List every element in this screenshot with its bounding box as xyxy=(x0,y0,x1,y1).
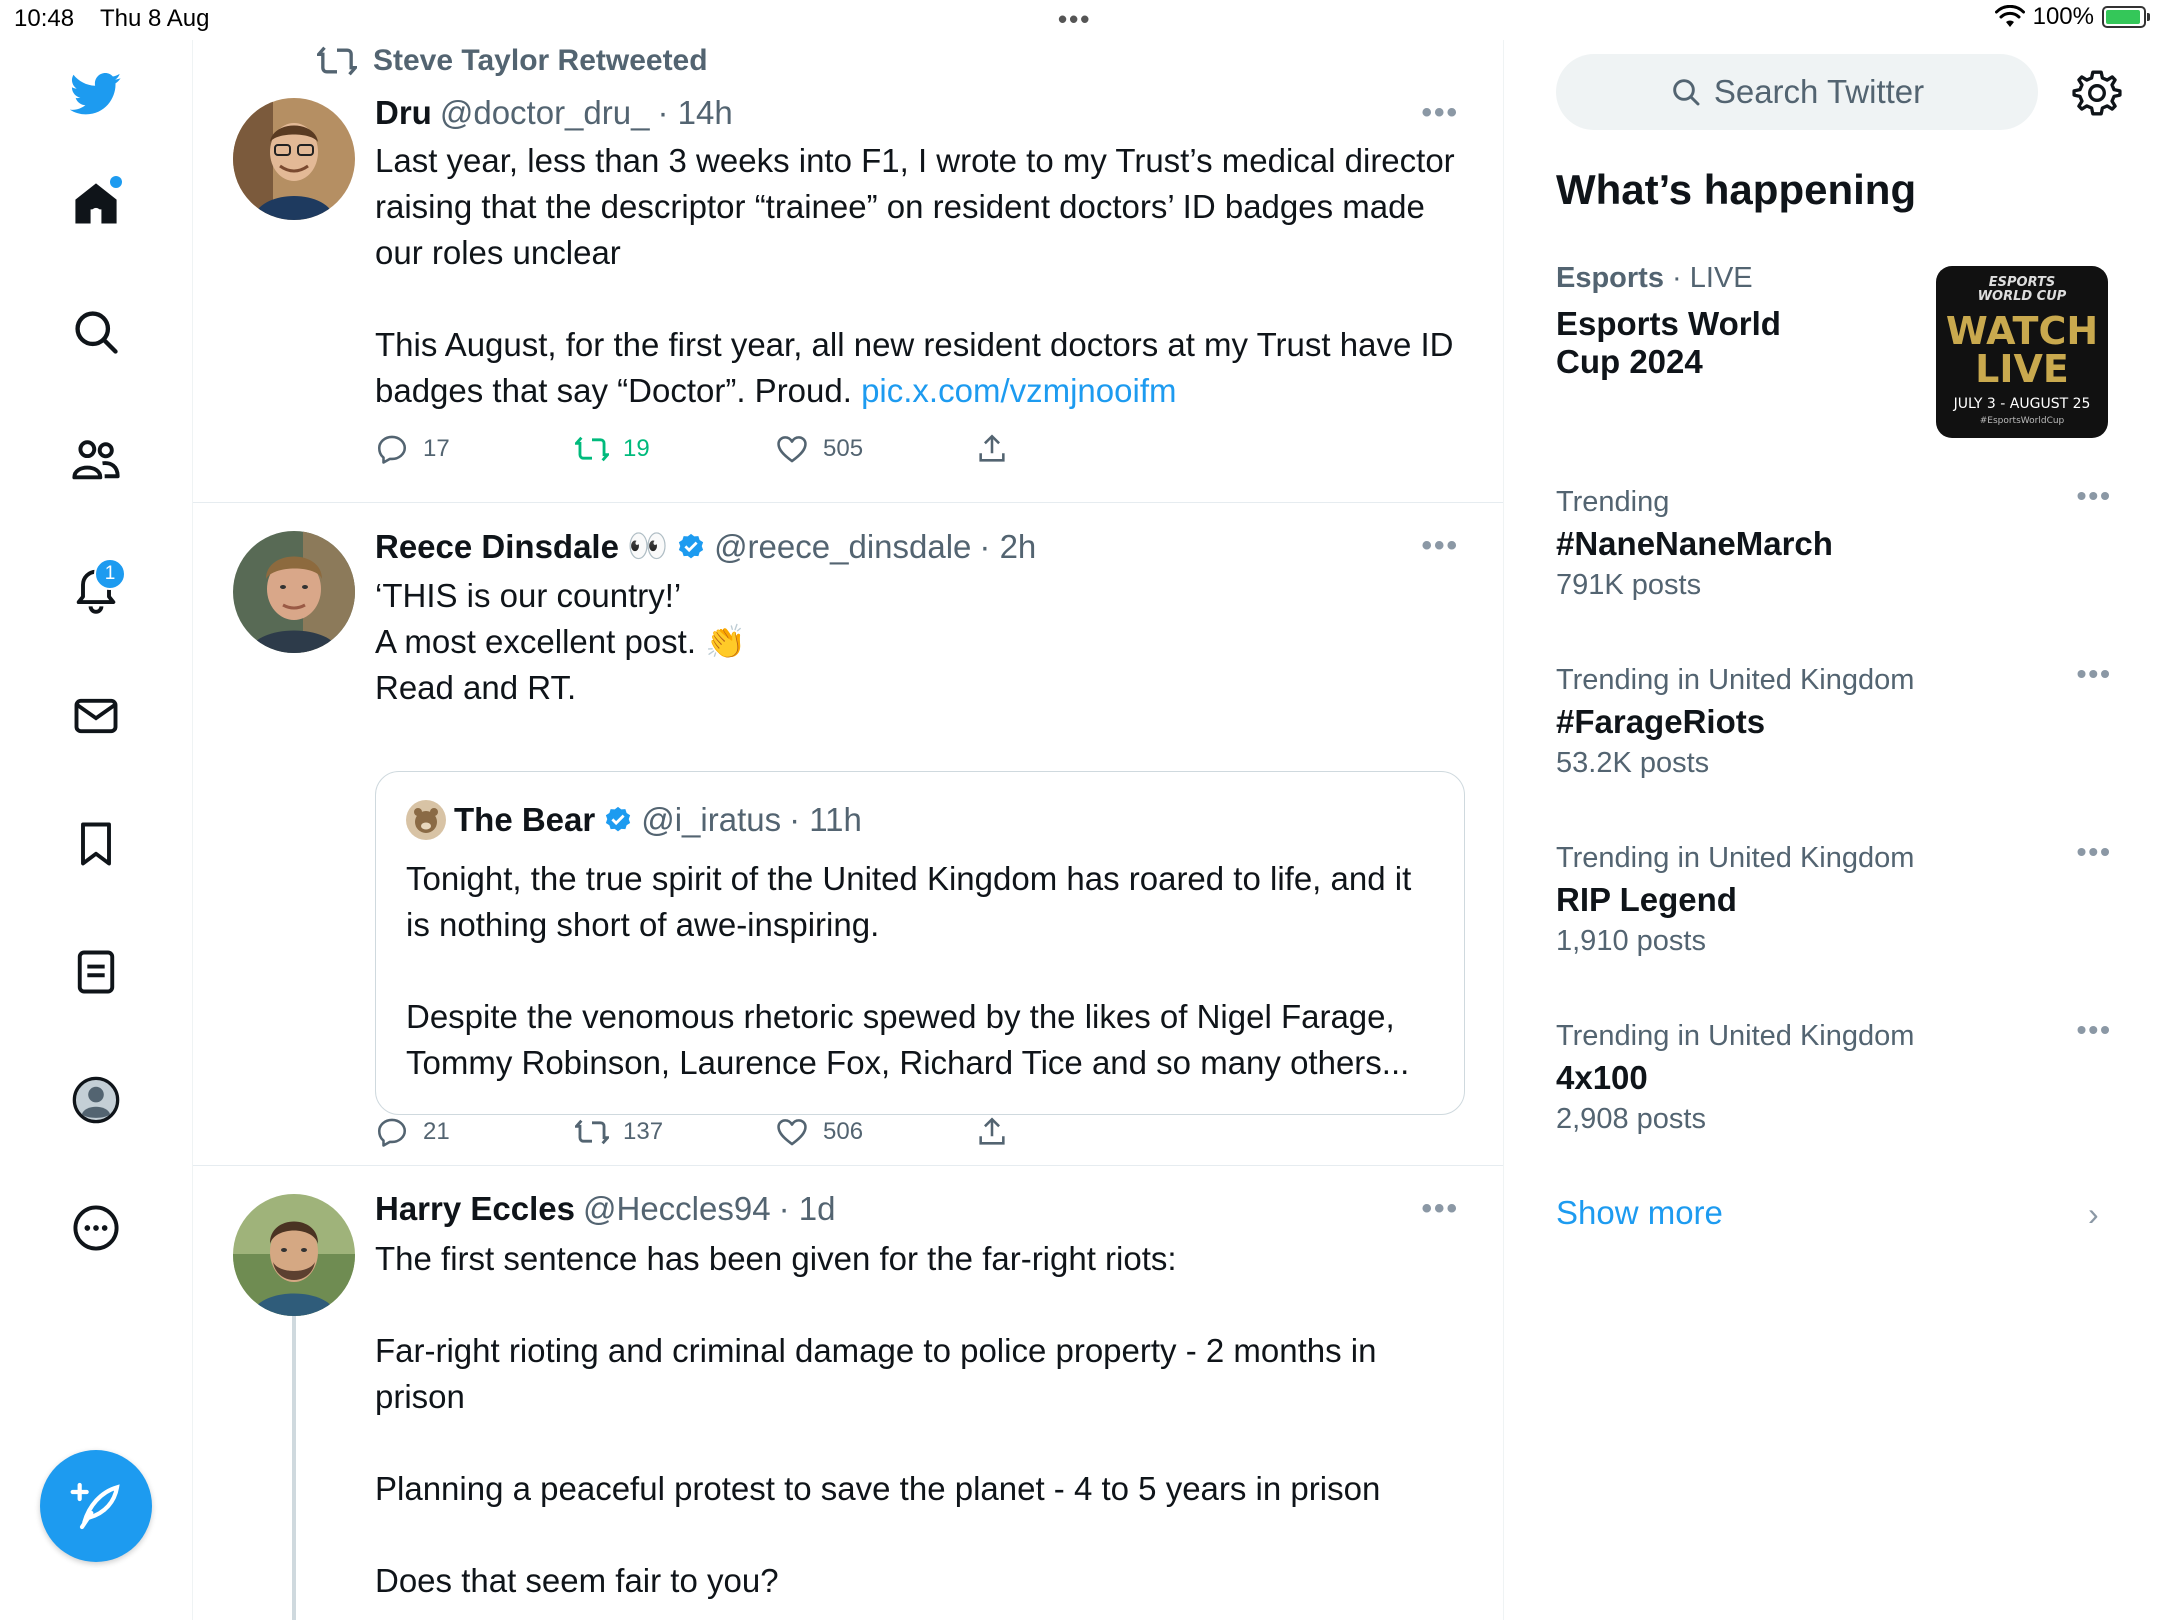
feather-plus-icon xyxy=(68,1478,124,1534)
retweet-icon xyxy=(575,432,609,466)
gear-icon[interactable] xyxy=(2072,68,2122,118)
retweet-icon xyxy=(317,44,357,78)
quote-paragraph: Tonight, the true spirit of the United Kingdom has roared to life, and it is nothing short of awe-inspiring. xyxy=(406,860,1412,943)
reply-button[interactable] xyxy=(375,1115,450,1149)
trend-item[interactable] xyxy=(1556,1014,2112,1136)
battery-icon xyxy=(2102,6,2146,28)
quote-paragraph: Despite the venomous rhetoric spewed by the likes of Nigel Farage, Tommy Robinson, Laurence Fox, Richard Tice and so many others... xyxy=(406,998,1410,1081)
retweet-button[interactable] xyxy=(575,432,650,466)
author-name[interactable]: Harry Eccles xyxy=(375,1190,575,1227)
tweet-time[interactable]: · 14h xyxy=(657,94,733,131)
verified-badge-icon xyxy=(603,805,633,835)
left-navigation xyxy=(0,40,193,1620)
quote-author-name: The Bear xyxy=(454,801,596,838)
author-handle[interactable]: @Heccles94 xyxy=(582,1190,771,1227)
author-name[interactable]: Dru xyxy=(375,94,432,131)
battery-percent: 100% xyxy=(2032,3,2094,30)
author-emoji: 👀 xyxy=(626,527,669,564)
tweet-line: Read and RT. xyxy=(375,669,577,706)
like-button[interactable] xyxy=(775,432,863,466)
tweet-paragraph: The first sentence has been given for the far-right riots: xyxy=(375,1240,1177,1277)
retweet-context xyxy=(317,44,708,78)
tweet-more-icon[interactable]: ••• xyxy=(1421,96,1459,129)
trend-topic: Esports World xyxy=(1556,305,1781,342)
trend-topic: RIP Legend xyxy=(1556,881,1737,918)
timeline xyxy=(193,40,1504,1620)
quote-avatar[interactable] xyxy=(406,800,446,840)
home-unread-dot xyxy=(110,176,122,188)
tweet-text xyxy=(375,1236,1465,1604)
trend-context: Trending in United Kingdom xyxy=(1556,842,1915,874)
wifi-icon xyxy=(1995,5,2025,29)
thumb-tag-text: #EsportsWorldCup xyxy=(1979,416,2065,426)
tweet-paragraph: Far-right rioting and criminal damage to police property - 2 months in prison xyxy=(375,1332,1377,1415)
trend-more-icon[interactable]: ••• xyxy=(2076,480,2112,511)
reply-icon xyxy=(375,1115,409,1149)
reply-count: 17 xyxy=(423,435,450,462)
more-circle-icon[interactable] xyxy=(66,1198,126,1258)
trend-topic: #FarageRiots xyxy=(1556,703,1766,740)
search-placeholder: Search Twitter xyxy=(1713,73,1925,110)
notifications-badge: 1 xyxy=(94,558,126,590)
like-count: 505 xyxy=(823,435,864,462)
trend-context: Trending in United Kingdom xyxy=(1556,1020,1915,1052)
share-icon xyxy=(975,432,1009,466)
retweet-count: 19 xyxy=(623,435,650,462)
retweet-icon xyxy=(575,1115,609,1149)
tweet-paragraph: This August, for the first year, all new resident doctors at my Trust have ID badges that say “Doctor”. Proud. xyxy=(375,326,1454,409)
share-button[interactable] xyxy=(975,1115,1009,1149)
share-button[interactable] xyxy=(975,432,1009,466)
tweet-text xyxy=(375,573,1465,711)
tweet-time[interactable]: · 1d xyxy=(778,1190,836,1227)
quote-text xyxy=(406,856,1436,1086)
retweet-button[interactable] xyxy=(575,1115,663,1149)
reply-icon xyxy=(375,432,409,466)
thumb-live-text: LIVE xyxy=(1975,347,2069,391)
trend-count: 1,910 posts xyxy=(1556,925,1706,957)
esports-thumbnail[interactable] xyxy=(1936,266,2108,438)
bell-icon[interactable] xyxy=(66,558,126,618)
status-date: Thu 8 Aug xyxy=(100,5,210,32)
share-icon xyxy=(975,1115,1009,1149)
trend-more-icon[interactable]: ••• xyxy=(2076,836,2112,867)
trend-more-icon[interactable]: ••• xyxy=(2076,1014,2112,1045)
trend-more-icon[interactable]: ••• xyxy=(2076,658,2112,689)
people-icon[interactable] xyxy=(66,430,126,490)
trend-topic: #NaneNaneMarch xyxy=(1556,525,1833,562)
trend-item[interactable] xyxy=(1556,658,2112,780)
avatar[interactable] xyxy=(233,531,355,653)
reply-button[interactable] xyxy=(375,432,450,466)
bird-icon[interactable] xyxy=(66,64,126,124)
quote-header xyxy=(406,800,862,840)
trend-topic: 4x100 xyxy=(1556,1059,1648,1096)
tweet-more-icon[interactable]: ••• xyxy=(1421,529,1459,562)
avatar-icon[interactable] xyxy=(66,1070,126,1130)
reply-count: 21 xyxy=(423,1118,450,1145)
whats-happening-title: What’s happening xyxy=(1556,166,1917,213)
trend-count: 791K posts xyxy=(1556,569,1702,601)
trend-context: Trending in United Kingdom xyxy=(1556,664,1915,696)
tweet-paragraph: Last year, less than 3 weeks into F1, I wrote to my Trust’s medical director raising that the descriptor “trainee” on resident doctors’ ID badges made our roles unclear xyxy=(375,142,1455,271)
trend-count: 2,908 posts xyxy=(1556,1103,1706,1135)
multitask-dots[interactable]: ••• xyxy=(1058,4,1092,34)
right-sidebar xyxy=(1504,40,2160,1620)
bookmark-icon[interactable] xyxy=(66,814,126,874)
author-name[interactable]: Reece Dinsdale xyxy=(375,527,619,565)
mail-icon[interactable] xyxy=(66,686,126,746)
search-icon[interactable] xyxy=(66,302,126,362)
tweet-paragraph: Does that seem fair to you? xyxy=(375,1562,779,1599)
chevron-right-icon[interactable]: › xyxy=(2088,1196,2099,1232)
heart-icon xyxy=(775,432,809,466)
tweet[interactable] xyxy=(193,1166,1503,1620)
show-more-link[interactable]: Show more xyxy=(1556,1194,1723,1231)
tweet-header xyxy=(375,94,733,132)
tweet-header xyxy=(375,527,1036,566)
thread-line xyxy=(292,1316,296,1620)
home-icon[interactable] xyxy=(66,174,126,234)
tweet[interactable] xyxy=(193,503,1503,1166)
avatar[interactable] xyxy=(233,98,355,220)
avatar[interactable] xyxy=(233,1194,355,1316)
tweet-header xyxy=(375,1190,835,1228)
quote-author-handle: @i_iratus xyxy=(641,801,782,838)
status-bar xyxy=(0,0,2160,40)
tweet-more-icon[interactable]: ••• xyxy=(1421,1192,1459,1225)
trend-item[interactable] xyxy=(1556,480,2112,602)
quote-time: · 11h xyxy=(789,801,862,838)
tweet-text xyxy=(375,138,1465,414)
tweet-paragraph: Planning a peaceful protest to save the planet - 4 to 5 years in prison xyxy=(375,1470,1381,1507)
like-button[interactable] xyxy=(775,1115,863,1149)
like-count: 506 xyxy=(823,1118,864,1145)
tweet-time[interactable]: · 2h xyxy=(979,527,1037,565)
tweet[interactable] xyxy=(193,40,1503,503)
thumb-dates-text: JULY 3 - AUGUST 25 xyxy=(1953,396,2091,412)
trend-topic: Cup 2024 xyxy=(1556,343,1703,380)
tweet-line: A most excellent post. xyxy=(375,623,696,660)
author-handle[interactable]: @reece_dinsdale xyxy=(714,527,972,565)
verified-badge-icon xyxy=(676,532,706,562)
status-time: 10:48 xyxy=(14,5,75,32)
search-icon xyxy=(1670,76,1702,108)
trend-live-status: · LIVE xyxy=(1672,262,1753,294)
trend-category: Esports xyxy=(1556,262,1664,294)
compose-button[interactable] xyxy=(40,1450,152,1562)
thumb-top-text: ESPORTS WORLD CUP xyxy=(1977,275,2067,304)
search-input[interactable] xyxy=(1556,54,2038,130)
trend-count: 53.2K posts xyxy=(1556,747,1710,779)
quoted-tweet[interactable] xyxy=(375,771,1465,1115)
clap-emoji: 👏 xyxy=(705,623,747,660)
trend-item[interactable] xyxy=(1556,836,2112,958)
retweeted-by-label: Steve Taylor Retweeted xyxy=(373,44,708,77)
heart-icon xyxy=(775,1115,809,1149)
tweet-line: ‘THIS is our country!’ xyxy=(375,577,682,614)
status-right xyxy=(1995,3,2146,31)
author-handle[interactable]: @doctor_dru_ xyxy=(439,94,650,131)
trend-context: Trending xyxy=(1556,486,1670,518)
thumb-watch-text: WATCH xyxy=(1945,309,2099,353)
tweet-media-link[interactable]: pic.x.com/vzmjnooifm xyxy=(861,372,1177,409)
retweet-count: 137 xyxy=(623,1118,664,1145)
list-icon[interactable] xyxy=(66,942,126,1002)
